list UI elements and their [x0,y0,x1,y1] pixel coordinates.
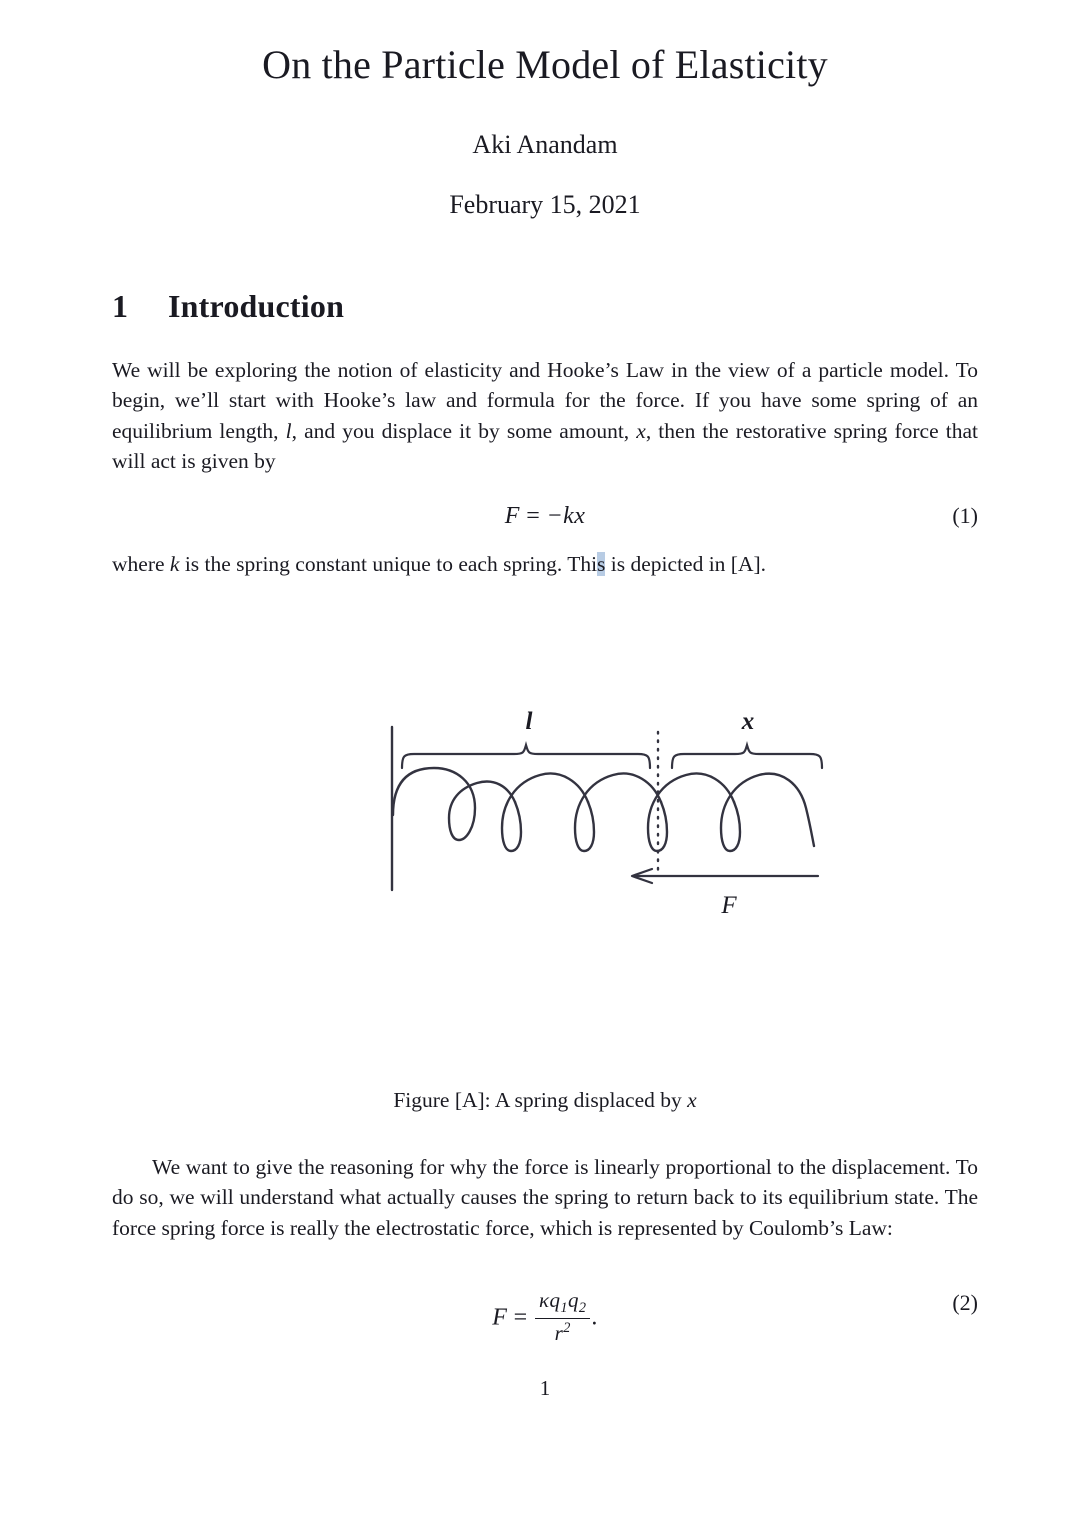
equation-2-lhs: F [492,1304,508,1331]
equation-2-q2-subscript: 2 [578,1300,587,1317]
inline-math-k: k [169,552,180,576]
brace-length-l [402,745,650,768]
equation-2 [112,1290,978,1348]
equation-1-body [505,503,586,530]
equation-2-trailing-period: . [591,1304,598,1331]
page-title: On the Particle Model of Elasticity [262,42,828,87]
post-equation-1-text [112,549,978,579]
spring-coil-segment-5 [721,774,814,851]
equation-2-q1-subscript: 1 [560,1300,568,1317]
equation-1 [112,503,978,530]
post-eq1-part3: is depicted in [A]. [605,552,767,576]
figure-label-x: x [741,708,755,735]
intro-text-part1: We will be exploring the notion of elasticity and Hooke’s Law in the view of a particle model. To begin, we’ll start with Hooke’s law and formula for the force. If you have some spring of an equilibrium length, [112,358,978,443]
equation-2-body [492,1290,598,1348]
inline-math-l: l [285,418,292,443]
author-name: Aki Anandam [472,130,618,159]
equation-2-numerator [535,1288,590,1319]
text-selection-highlight[interactable]: s [597,552,606,576]
equation-2-denominator [535,1319,590,1346]
document-date: February 15, 2021 [449,190,641,219]
reasoning-paragraph: We want to give the reasoning for why the force is linearly proportional to the displacement. To do so, we will understand what actually causes the spring to return back to its equilibrium state. The force spring force is really the electrostatic force, which is represented by Coulomb’s Law: [112,1155,978,1240]
page-number: 1 [539,1376,551,1400]
equation-2-number: (2) [952,1290,978,1315]
equation-1-relation: = [526,503,541,529]
post-eq1-part1: where [112,552,170,576]
intro-text-part3: , then the restorative spring force that will act is given by [112,418,978,474]
brace-displacement-x [672,745,822,768]
figure-label-l: l [525,708,533,735]
inline-math-x: x [636,418,646,443]
intro-paragraph [112,355,978,477]
section-number: 1 [112,288,129,324]
spring-diagram-svg [0,690,1090,940]
equation-2-q1: q [549,1288,561,1312]
figure-caption [0,1088,1090,1113]
figure-caption-text: Figure [A]: A spring displaced by [393,1088,688,1112]
figure-caption-math-x: x [687,1088,697,1112]
equation-1-rhs: −kx [546,503,586,529]
equation-2-q2: q [567,1288,579,1312]
section-heading-introduction [112,288,978,325]
equation-2-relation: = [513,1304,528,1331]
figure-label-F: F [721,892,737,919]
post-eq1-part2: is the spring constant unique to each spring. Thi [179,552,598,576]
equation-1-number: (1) [952,503,978,528]
equation-2-r: r [554,1321,564,1346]
figure-spring-diagram [0,690,1090,940]
section-title: Introduction [168,288,345,324]
equation-2-fraction [535,1288,590,1346]
equation-2-r-exponent: 2 [563,1320,571,1337]
spring-coil-segment-1 [393,768,515,840]
equation-2-kappa: κ [539,1288,550,1312]
equation-1-lhs: F [504,503,520,529]
intro-text-part2: , and you displace it by some amount, [291,418,637,443]
